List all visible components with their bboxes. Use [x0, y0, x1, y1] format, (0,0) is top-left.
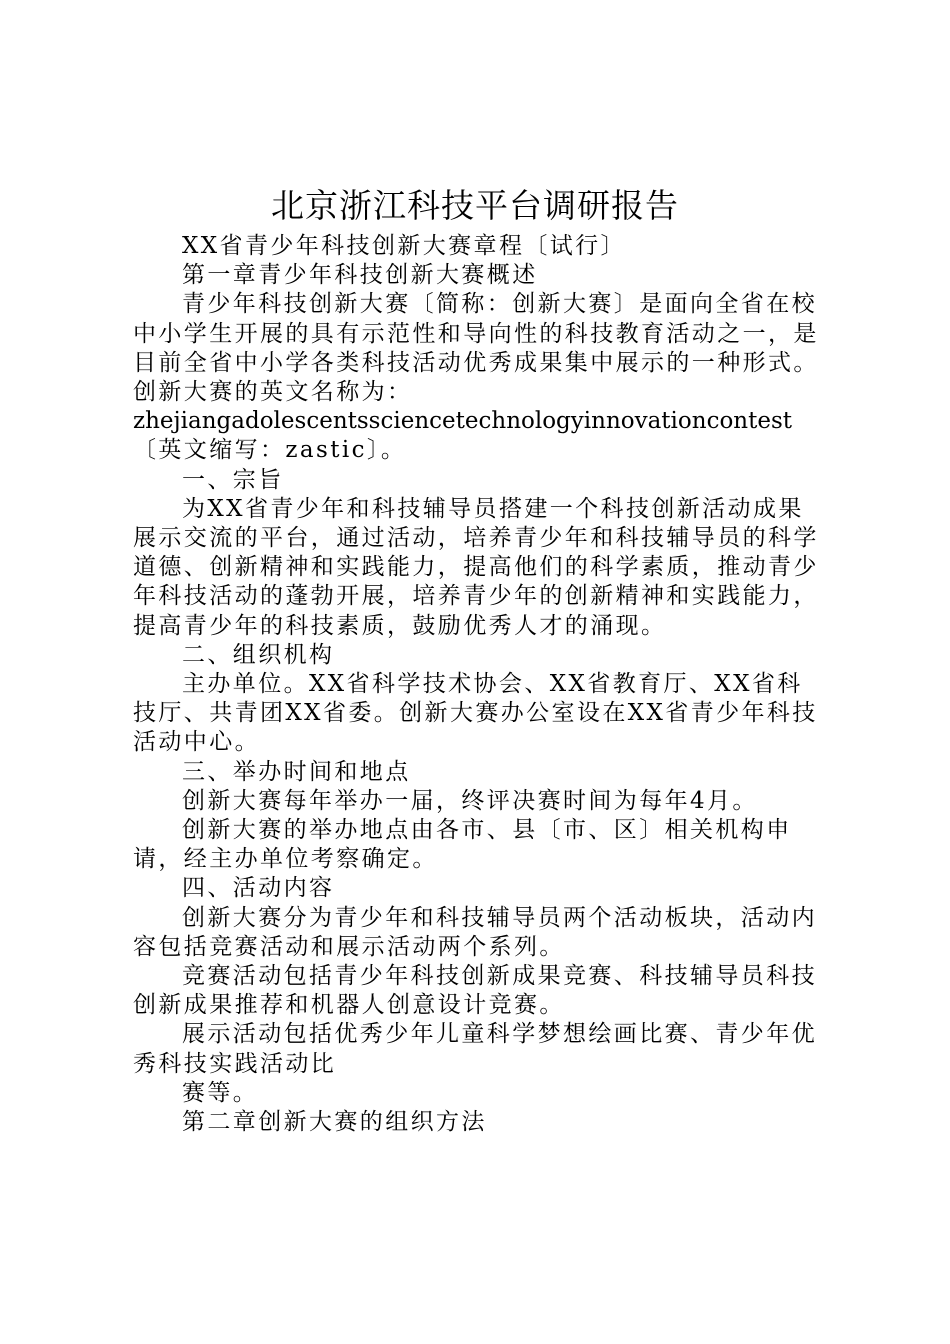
paragraph: 一、宗旨 — [182, 466, 284, 493]
paragraph: 创新大赛每年举办一届，终评决赛时间为每年4月。 — [182, 787, 758, 814]
paragraph: 赛等。 — [182, 1079, 259, 1106]
document-title: 北京浙江科技平台调研报告 — [271, 186, 679, 225]
paragraph: 三、举办时间和地点 — [182, 758, 411, 785]
paragraph: XX省青少年科技创新大赛章程〔试行〕 — [182, 233, 626, 259]
paragraph: 青少年科技创新大赛〔简称：创新大赛〕是面向全省在校中小学生开展的具有示范性和导向性的科技教育活动之一，是目前全省中小学各类科技活动优秀成果集中展示的一种形式。创新大赛的英文名称为： — [133, 291, 819, 406]
paragraph: 四、活动内容 — [182, 875, 335, 902]
paragraph: 〔英文缩写：zastic〕。 — [133, 437, 407, 464]
document-body — [133, 232, 823, 1137]
paragraph: 主办单位。XX省科学技术协会、XX省教育厅、XX省科技厅、共青团XX省委。创新大赛办公室设在XX省青少年科技活动中心。 — [133, 671, 818, 756]
paragraph: 竞赛活动包括青少年科技创新成果竞赛、科技辅导员科技创新成果推荐和机器人创意设计竞赛。 — [133, 963, 817, 1019]
paragraph: 第一章青少年科技创新大赛概述 — [182, 262, 538, 289]
paragraph: 展示活动包括优秀少年儿童科学梦想绘画比赛、青少年优秀科技实践活动比 — [133, 1021, 817, 1077]
paragraph: 创新大赛的举办地点由各市、县〔市、区〕相关机构申请，经主办单位考察确定。 — [133, 817, 792, 873]
paragraph: 创新大赛分为青少年和科技辅导员两个活动板块，活动内容包括竞赛活动和展示活动两个系列。 — [133, 904, 817, 960]
paragraph: 为XX省青少年和科技辅导员搭建一个科技创新活动成果展示交流的平台，通过活动，培养青少年和科技辅导员的科学道德、创新精神和实践能力，提高他们的科学素质，推动青少年科技活动的蓬勃开展，培养青少年的创新精神和实践能力，提高青少年的科技素质，鼓励优秀人才的涌现。 — [133, 495, 819, 639]
paragraph: zhejiangadolescentssciencetechnologyinnovationcontest — [133, 408, 793, 435]
paragraph: 二、组织机构 — [182, 641, 335, 668]
paragraph: 第二章创新大赛的组织方法 — [182, 1109, 487, 1136]
